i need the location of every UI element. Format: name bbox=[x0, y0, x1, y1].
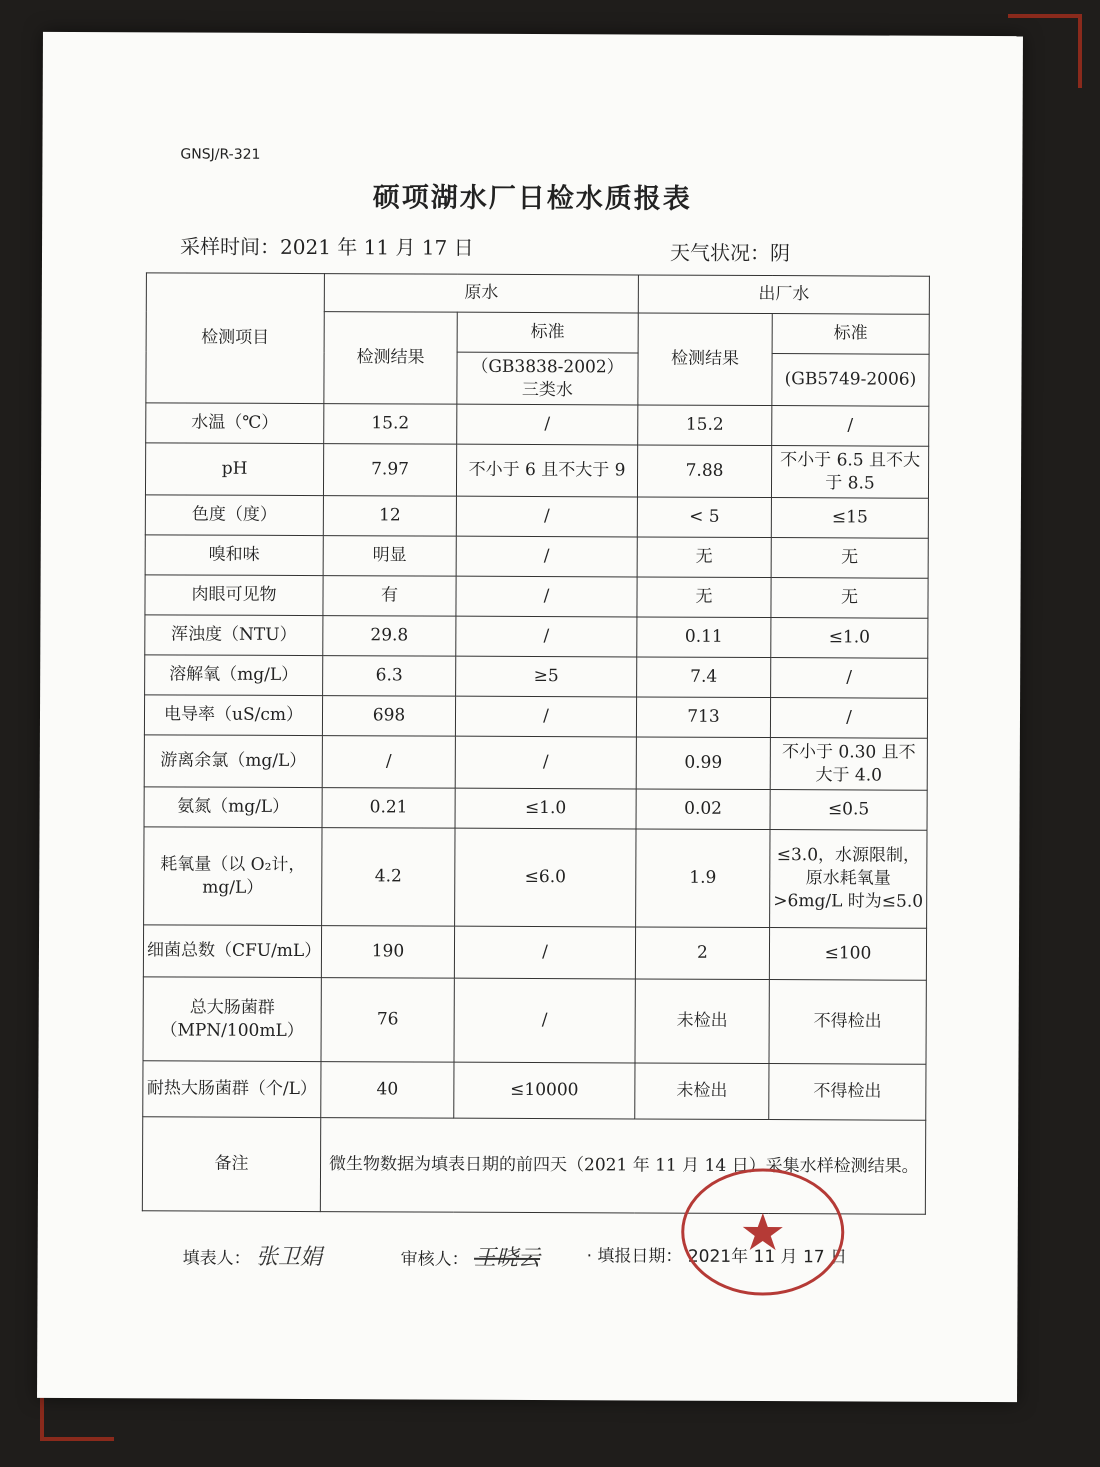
out-result: 15.2 bbox=[638, 405, 772, 446]
out-result: 713 bbox=[636, 697, 770, 738]
table-row bbox=[144, 827, 927, 928]
out-result: 1.9 bbox=[636, 829, 770, 928]
raw-result: 有 bbox=[323, 576, 456, 617]
row-item: 色度（度） bbox=[145, 495, 323, 536]
raw-result: 40 bbox=[321, 1062, 454, 1119]
raw-standard: / bbox=[457, 404, 638, 445]
out-result: 7.4 bbox=[637, 657, 771, 698]
out-standard: 不小于 6.5 且不大于 8.5 bbox=[771, 446, 928, 499]
raw-result: 明显 bbox=[323, 536, 456, 577]
out-result: 0.11 bbox=[637, 617, 771, 658]
header-outlet-water: 出厂水 bbox=[638, 275, 929, 314]
row-item: pH bbox=[145, 443, 323, 496]
raw-result: 4.2 bbox=[322, 828, 455, 927]
filler-field bbox=[183, 1239, 323, 1271]
out-standard: / bbox=[772, 406, 929, 447]
out-standard-code: (GB5749-2006) bbox=[772, 354, 929, 407]
row-item: 浑浊度（NTU） bbox=[145, 615, 323, 656]
header-raw-standard: 标准 bbox=[457, 312, 638, 353]
out-standard: ≤0.5 bbox=[770, 790, 927, 831]
out-standard: 无 bbox=[771, 538, 928, 579]
table-row bbox=[144, 735, 927, 790]
raw-standard-spec bbox=[457, 352, 638, 405]
form-code: GNSJ/R-321 bbox=[180, 146, 261, 163]
raw-standard: / bbox=[456, 576, 637, 617]
raw-result: 0.21 bbox=[322, 788, 455, 829]
out-result: 7.88 bbox=[637, 445, 771, 498]
header-raw-result: 检测结果 bbox=[324, 312, 457, 405]
out-result: 未检出 bbox=[635, 979, 769, 1064]
table-row bbox=[145, 615, 928, 658]
raw-result: 15.2 bbox=[324, 404, 457, 445]
table-row bbox=[145, 535, 928, 578]
raw-result: / bbox=[322, 736, 455, 789]
table-row bbox=[144, 787, 927, 830]
raw-standard: / bbox=[456, 536, 637, 577]
table-row bbox=[146, 403, 929, 446]
row-item: 细菌总数（CFU/mL） bbox=[143, 925, 321, 978]
weather-value: 阴 bbox=[769, 241, 791, 266]
table-row bbox=[145, 495, 928, 538]
report-paper bbox=[37, 32, 1023, 1402]
reviewer-label: 审核人： bbox=[400, 1249, 469, 1270]
header-raw-water: 原水 bbox=[324, 274, 638, 313]
row-item: 耗氧量（以 O₂计，mg/L） bbox=[144, 827, 322, 926]
raw-standard: ≤1.0 bbox=[455, 788, 636, 829]
out-standard: 无 bbox=[771, 578, 928, 619]
raw-standard-code: （GB3838-2002） bbox=[471, 356, 624, 377]
row-item: 嗅和味 bbox=[145, 535, 323, 576]
raw-standard: 不小于 6 且不大于 9 bbox=[456, 444, 637, 497]
row-item: 游离余氯（mg/L） bbox=[144, 735, 322, 788]
sampling-label: 采样时间： bbox=[179, 234, 281, 259]
filler-signature: 张卫娟 bbox=[255, 1244, 323, 1271]
table-row bbox=[144, 695, 927, 738]
out-result: < 5 bbox=[637, 497, 771, 538]
row-item: 肉眼可见物 bbox=[145, 575, 323, 616]
raw-standard: / bbox=[454, 978, 635, 1063]
raw-standard-class: 三类水 bbox=[521, 379, 573, 400]
out-result: 未检出 bbox=[635, 1063, 769, 1120]
raw-result: 12 bbox=[323, 496, 456, 537]
official-seal bbox=[677, 1165, 848, 1301]
out-result: 无 bbox=[637, 577, 771, 618]
header-out-standard: 标准 bbox=[772, 314, 929, 355]
water-quality-table bbox=[142, 272, 930, 1214]
out-result: 无 bbox=[637, 537, 771, 578]
row-item: 耐热大肠菌群（个/L） bbox=[143, 1061, 321, 1118]
raw-standard: / bbox=[456, 496, 637, 537]
raw-standard: ≤6.0 bbox=[455, 828, 636, 927]
raw-standard: / bbox=[455, 736, 636, 789]
table-row bbox=[143, 925, 926, 980]
sampling-date: 2021 年 11 月 17 日 bbox=[279, 234, 474, 260]
out-standard: / bbox=[770, 698, 927, 739]
raw-standard: / bbox=[456, 616, 637, 657]
table-row bbox=[145, 655, 928, 698]
raw-result: 6.3 bbox=[323, 656, 456, 697]
out-standard: ≤1.0 bbox=[771, 618, 928, 659]
row-item: 溶解氧（mg/L） bbox=[145, 655, 323, 696]
remark-label: 备注 bbox=[142, 1117, 320, 1212]
row-item: 水温（℃） bbox=[146, 403, 324, 444]
report-date-label: · 填报日期： bbox=[586, 1246, 683, 1267]
raw-result: 29.8 bbox=[323, 616, 456, 657]
out-result: 2 bbox=[635, 927, 769, 980]
out-result: 0.02 bbox=[636, 789, 770, 830]
table-row bbox=[145, 575, 928, 618]
header-item: 检测项目 bbox=[146, 273, 325, 404]
raw-standard: ≥5 bbox=[456, 656, 637, 697]
out-standard: / bbox=[771, 658, 928, 699]
raw-result: 698 bbox=[322, 696, 455, 737]
out-standard: ≤15 bbox=[771, 498, 928, 539]
weather-status bbox=[670, 237, 790, 267]
reviewer-signature: 王晓云 bbox=[473, 1245, 541, 1272]
row-item: 氨氮（mg/L） bbox=[144, 787, 322, 828]
header-out-result: 检测结果 bbox=[638, 313, 772, 406]
out-standard: ≤100 bbox=[769, 928, 926, 981]
report-date-value: 2021年 11 月 17 日 bbox=[687, 1246, 848, 1268]
table-row bbox=[145, 443, 928, 498]
out-standard: ≤3.0，水源限制，原水耗氧量>6mg/L 时为≤5.0 bbox=[770, 830, 927, 929]
raw-result: 7.97 bbox=[323, 444, 456, 497]
table-row bbox=[143, 977, 926, 1064]
out-result: 0.99 bbox=[636, 737, 770, 790]
reviewer-field bbox=[401, 1240, 541, 1272]
table-row bbox=[143, 1061, 926, 1120]
report-title: 硕项湖水厂日检水质报表 bbox=[372, 182, 692, 215]
row-item: 电导率（uS/cm） bbox=[144, 695, 322, 736]
out-standard: 不小于 0.30 且不大于 4.0 bbox=[770, 738, 927, 791]
remark-text: 微生物数据为填表日期的前四天（2021 年 11 月 14 日）采集水样检测结果。 bbox=[320, 1118, 925, 1215]
row-item: 总大肠菌群（MPN/100mL） bbox=[143, 977, 321, 1062]
raw-standard: ≤10000 bbox=[454, 1062, 635, 1119]
raw-result: 190 bbox=[321, 926, 454, 979]
out-standard: 不得检出 bbox=[769, 980, 926, 1065]
raw-standard: / bbox=[454, 926, 635, 979]
sampling-time bbox=[180, 230, 474, 260]
weather-label: 天气状况： bbox=[669, 240, 771, 266]
raw-result: 76 bbox=[321, 978, 454, 1063]
out-standard: 不得检出 bbox=[769, 1064, 926, 1121]
filler-label: 填表人： bbox=[182, 1248, 251, 1269]
raw-standard: / bbox=[455, 696, 636, 737]
